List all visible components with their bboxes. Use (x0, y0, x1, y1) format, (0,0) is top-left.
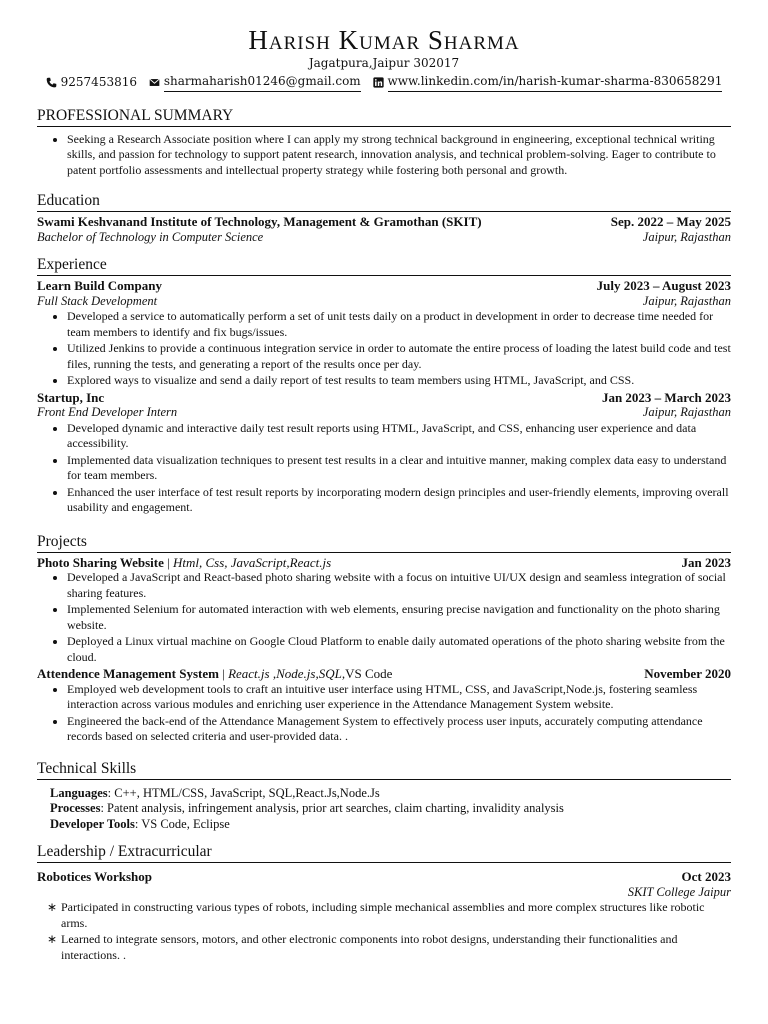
job-location: Jaipur, Rajasthan (642, 293, 731, 308)
project-title: Attendence Management System | React.js ,Node.js,SQL,VS Code (37, 666, 393, 681)
list-item: • Developed a JavaScript and React-based photo sharing website with a focus on intuitive UI/UX design and seamless integration of social sharing features. (67, 570, 731, 601)
job-header (37, 390, 731, 406)
list-item: • Developed dynamic and interactive daily test result reports using HTML, JavaScript, and CSS, enhancing user experience and data accessibility. (67, 421, 731, 452)
activity-date: Oct 2023 (681, 869, 731, 884)
job-role: Front End Developer Intern (37, 405, 178, 419)
education-subrow (37, 230, 731, 246)
list-item: • Explored ways to visualize and send a daily report of test results to team members using HTML, JavaScript, and CSS. (67, 373, 731, 389)
job-role: Full Stack Development (37, 293, 158, 308)
address: Jagatpura,Jaipur 302017 (308, 56, 460, 70)
linkedin-icon (373, 77, 384, 88)
list-item: • Developed a service to automatically perform a set of unit tests daily on a product in development in order to decrease time needed for team members to identify and fix bugs/issues. (67, 309, 731, 340)
job-dates: July 2023 – August 2023 (596, 278, 731, 293)
envelope-icon (149, 77, 160, 88)
leadership-bullets (37, 900, 731, 963)
school-name: Swami Keshvanand Institute of Technology, Management & Gramothan (SKIT) (37, 214, 482, 229)
list-item: • Employed web development tools to craft an intuitive user interface using HTML, CSS, and JavaScript,Node.js, fostering seamless interaction across various modules and enriching user experience in the Attendance Management System website. (67, 682, 731, 713)
email-link[interactable]: sharmaharish01246@gmail.com (164, 72, 361, 92)
job-dates: Jan 2023 – March 2023 (601, 389, 731, 405)
job-subheader (37, 294, 731, 310)
list-item: • Enhanced the user interface of test result reports by incorporating modern design principles and user-friendly elements, improving overall usability and engagement. (67, 485, 731, 516)
job-location: Jaipur, Rajasthan (642, 405, 731, 419)
job-entry (37, 278, 731, 389)
skill-value: : C++, HTML/CSS, JavaScript, SQL,React.Js,Node.Js (107, 785, 380, 800)
skill-row (50, 817, 731, 833)
skills-block (37, 786, 731, 833)
skill-row (50, 801, 731, 817)
skill-value: : Patent analysis, infringement analysis, prior art searches, claim charting, invalidity analysis (100, 801, 564, 815)
email-item[interactable] (149, 72, 361, 92)
skill-key: Languages (50, 785, 108, 800)
skill-key: Processes (50, 801, 101, 815)
skill-value: : VS Code, Eclipse (134, 816, 230, 831)
project-date: November 2020 (644, 666, 731, 681)
linkedin-item[interactable] (373, 72, 723, 92)
activity-place: SKIT College Jaipur (627, 884, 731, 899)
summary-list (37, 132, 731, 179)
leadership-header (37, 869, 731, 885)
phone-icon (46, 77, 57, 88)
list-item: ∗ Learned to integrate sensors, motors, and other electronic components into robot designs, understanding their functionalities and interactions. . (61, 932, 731, 963)
project-tech-plain: VS Code (345, 666, 393, 681)
education-dates: Sep. 2022 – May 2025 (610, 214, 731, 229)
phone-item[interactable] (46, 73, 137, 91)
linkedin-link[interactable]: www.linkedin.com/in/harish-kumar-sharma-830658291 (388, 72, 723, 92)
list-item: ∗ Participated in constructing various types of robots, including simple mechanical assemblies and more complex structures like robotic arms. (61, 900, 731, 931)
project-date: Jan 2023 (681, 554, 731, 570)
project-name: Photo Sharing Website (37, 554, 164, 570)
education-heading: Education (37, 191, 731, 212)
resume-page (37, 0, 731, 964)
project-entry (37, 555, 731, 666)
leadership-subheader (37, 885, 731, 901)
project-name: Attendence Management System (37, 666, 219, 681)
list-item: • Utilized Jenkins to provide a continuous integration service in order to automate the entire process of loading the latest build code and test files, running the tests, and generating a report of the results once per day. (67, 341, 731, 372)
job-bullets (37, 421, 731, 516)
project-entry (37, 666, 731, 745)
phone-number: 9257453816 (60, 75, 137, 89)
list-item: • Implemented data visualization techniques to present test results in a clear and intuitive manner, making complex data easy to understand for team members. (67, 453, 731, 484)
experience-heading: Experience (37, 255, 731, 276)
summary-text: • Seeking a Research Associate position where I can apply my strong technical background in engineering, exceptional technical writing skills, and passion for technology to support patent research, innovation analysis, and technical problem-solving. Eager to contribute to patent portfolio assessments and intellectual property strategy while fostering both personal and growth. (67, 132, 731, 179)
degree: Bachelor of Technology in Computer Science (37, 229, 264, 244)
project-title: Photo Sharing Website | Html, Css, JavaScript,React.js (37, 554, 332, 570)
leadership-heading: Leadership / Extracurricular (37, 842, 731, 863)
project-bullets (37, 570, 731, 665)
summary-heading: PROFESSIONAL SUMMARY (37, 106, 731, 127)
project-header (37, 555, 731, 571)
list-item: • Engineered the back-end of the Attendance Management System to effectively process user inputs, accurately computing attendance records based on selected criteria and user-provided data. . (67, 714, 731, 745)
project-header (37, 666, 731, 682)
job-entry (37, 390, 731, 516)
job-subheader (37, 405, 731, 421)
job-bullets (37, 309, 731, 389)
list-item: • Implemented Selenium for automated interaction with web elements, ensuring precise navigation and functionality on the photo sharing website. (67, 602, 731, 633)
list-item: • Deployed a Linux virtual machine on Google Cloud Platform to enable daily automated operations of the photo sharing website from the cloud. (67, 634, 731, 665)
company-name: Startup, Inc (37, 389, 105, 405)
activity-name: Robotices Workshop (37, 869, 152, 884)
education-row (37, 214, 731, 230)
projects-heading: Projects (37, 532, 731, 553)
contact-line (37, 72, 731, 93)
job-header (37, 278, 731, 294)
project-tech: Html, Css, JavaScript,React.js (173, 554, 332, 570)
project-tech: React.js ,Node.js,SQL, (228, 666, 346, 681)
skills-heading: Technical Skills (37, 759, 731, 780)
skill-row (50, 786, 731, 802)
education-location: Jaipur, Rajasthan (642, 229, 731, 244)
company-name: Learn Build Company (37, 278, 162, 293)
skill-key: Developer Tools (50, 816, 135, 831)
candidate-name: Harish Kumar Sharma (248, 25, 520, 55)
project-bullets (37, 682, 731, 745)
